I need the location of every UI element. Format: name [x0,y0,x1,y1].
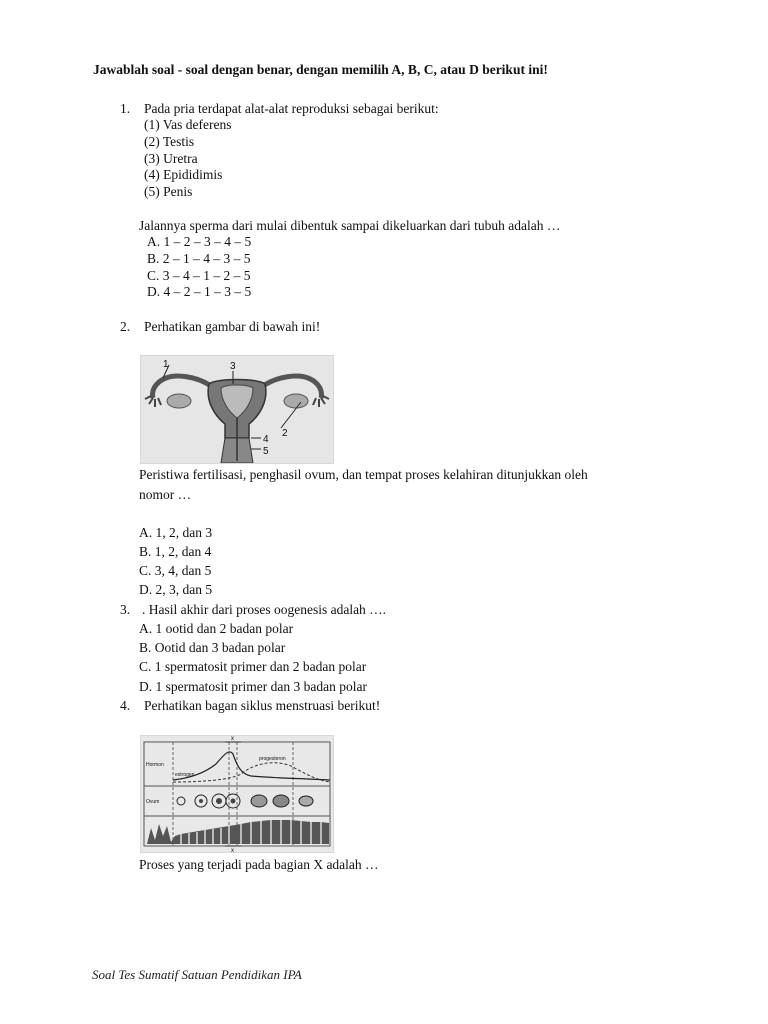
uterus-label-2: 2 [282,428,288,439]
page-title: Jawablah soal - soal dengan benar, dengan memilih A, B, C, atau D berikut ini! [93,62,548,77]
q2-stem: Perhatikan gambar di bawah ini! [144,319,321,334]
q1-item: (5) Penis [144,184,193,199]
uterus-label-1: 1 [163,359,169,370]
q3-option-d: D. 1 spermatosit primer dan 3 badan polar [139,679,367,694]
q1-stem: Pada pria terdapat alat-alat reproduksi sebagai berikut: [144,101,439,116]
q1-number: 1. [120,101,131,116]
q3-number: 3. [120,602,131,617]
q2-question-line1: Peristiwa fertilisasi, penghasil ovum, dan tempat proses kelahiran ditunjukkan oleh [139,467,588,482]
x-label-bottom: x [231,848,234,852]
menstrual-cycle-figure [140,735,334,853]
q2-option-b: B. 1, 2, dan 4 [139,544,212,559]
uterus-label-4: 4 [263,434,269,445]
q1-option-c: C. 3 – 4 – 1 – 2 – 5 [147,268,251,283]
q1-option-a: A. 1 – 2 – 3 – 4 – 5 [147,234,252,249]
q2-question-line2: nomor … [139,487,192,502]
q2-option-d: D. 2, 3, dan 5 [139,582,213,597]
q2-number: 2. [120,319,131,334]
uterus-figure [140,355,334,464]
page-footer: Soal Tes Sumatif Satuan Pendidikan IPA [92,967,302,982]
ovum-label: Ovum [146,799,160,805]
q1-item: (3) Uretra [144,151,198,166]
q3-option-b: B. Ootid dan 3 badan polar [139,640,286,655]
q1-item: (1) Vas deferens [144,117,232,132]
uterus-label-3: 3 [230,361,236,372]
x-label-top: x [231,736,234,742]
q1-option-d: D. 4 – 2 – 1 – 3 – 5 [147,284,252,299]
q3-option-c: C. 1 spermatosit primer dan 2 badan polar [139,659,367,674]
q1-item: (2) Testis [144,134,195,149]
q1-option-b: B. 2 – 1 – 4 – 3 – 5 [147,251,251,266]
q4-number: 4. [120,698,131,713]
q2-option-c: C. 3, 4, dan 5 [139,563,212,578]
hormon-label: Hormon [146,762,164,768]
q1-question: Jalannya sperma dari mulai dibentuk sampai dikeluarkan dari tubuh adalah … [139,218,561,233]
q4-question: Proses yang terjadi pada bagian X adalah … [139,857,379,872]
q3-stem: . Hasil akhir dari proses oogenesis adalah …. [142,602,387,617]
q4-stem: Perhatikan bagan siklus menstruasi berikut! [144,698,381,713]
estrogen-label: estrogen [175,772,195,778]
uterus-label-5: 5 [263,446,269,457]
q1-item: (4) Epididimis [144,167,223,182]
menstrual-cycle-diagram [141,736,333,852]
uterus-diagram [141,356,333,463]
progesteron-label: progesteron [259,756,286,762]
q3-option-a: A. 1 ootid dan 2 badan polar [139,621,294,636]
q2-option-a: A. 1, 2, dan 3 [139,525,213,540]
